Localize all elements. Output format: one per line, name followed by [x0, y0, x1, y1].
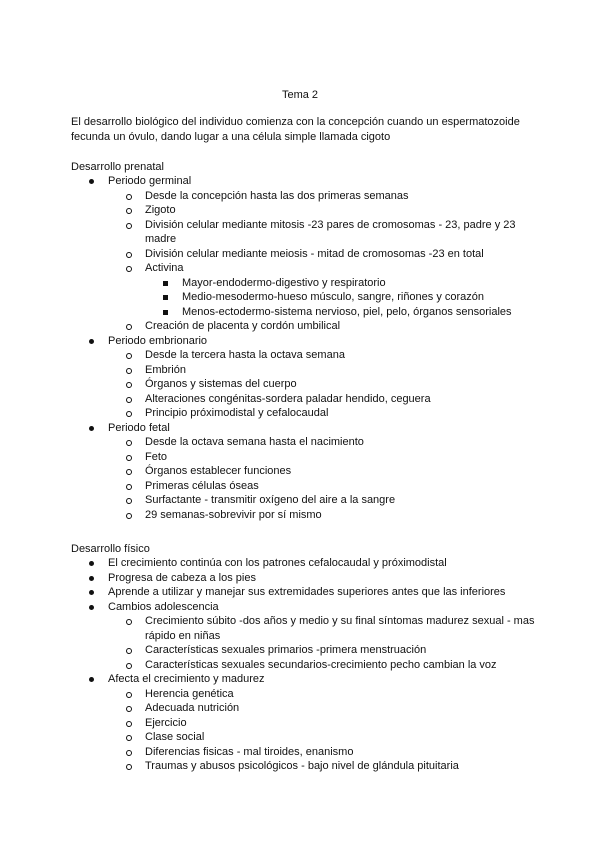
- list-item: Activina Mayor-endodermo-digestivo y respiratorio Medio-mesodermo-hueso músculo, sangre, riñones y corazón Menos-ectodermo-sistema nervioso, piel, pelo, órganos sensoriales: [108, 261, 541, 319]
- bullet-circle-icon: [126, 319, 132, 335]
- prenatal-list: [71, 174, 541, 522]
- list-item: Características sexuales primarios -primera menstruación: [108, 643, 541, 658]
- list-item: Medio-mesodermo-hueso músculo, sangre, riñones y corazón: [145, 290, 541, 305]
- list-item: Periodo embrionario Desde la tercera hasta la octava semana Embrión Órganos y sistemas del cuerpo Alteraciones congénitas-sordera paladar hendido, ceguera Principio próximodistal y cefalocaudal: [71, 334, 541, 421]
- list-item: Desde la octava semana hasta el nacimiento: [108, 435, 541, 450]
- bullet-disc-icon: [89, 672, 94, 687]
- list-item: Órganos y sistemas del cuerpo: [108, 377, 541, 392]
- list-item: Zigoto: [108, 203, 541, 218]
- section-title-prenatal: Desarrollo prenatal: [71, 161, 164, 173]
- bullet-circle-icon: [126, 435, 132, 451]
- list-item: División celular mediante mitosis -23 pares de cromosomas - 23, padre y 23 madre: [108, 218, 541, 247]
- bullet-circle-icon: [126, 479, 132, 495]
- list-item: Mayor-endodermo-digestivo y respiratorio: [145, 276, 541, 291]
- fisico-list: [71, 556, 541, 774]
- bullet-circle-icon: [126, 701, 132, 717]
- bullet-circle-icon: [126, 261, 132, 277]
- bullet-circle-icon: [126, 687, 132, 703]
- bullet-disc-icon: [89, 421, 94, 436]
- list-item: Cambios adolescencia Crecimiento súbito -dos años y medio y su final síntomas madurez sexual - mas rápido en niñas Características sexuales primarios -primera menstruación Características sexuales secundarios-crecimiento pecho cambian la voz: [71, 600, 541, 673]
- list-item: Desde la concepción hasta las dos primeras semanas: [108, 189, 541, 204]
- list-item: Ejercicio: [108, 716, 541, 731]
- list-item: Aprende a utilizar y manejar sus extremidades superiores antes que las inferiores: [71, 585, 541, 600]
- list-item: Adecuada nutrición: [108, 701, 541, 716]
- list-item: Características sexuales secundarios-crecimiento pecho cambian la voz: [108, 658, 541, 673]
- page-title: Tema 2: [281, 89, 319, 101]
- bullet-circle-icon: [126, 745, 132, 761]
- bullet-disc-icon: [89, 556, 94, 571]
- bullet-disc-icon: [89, 585, 94, 600]
- list-item: Surfactante - transmitir oxígeno del aire a la sangre: [108, 493, 541, 508]
- list-item: Embrión: [108, 363, 541, 378]
- list-item: Periodo fetal Desde la octava semana hasta el nacimiento Feto Órganos establecer funciones Primeras células óseas Surfactante - transmitir oxígeno del aire a la sangre 29 semanas-sobrevivir por sí mismo: [71, 421, 541, 523]
- bullet-circle-icon: [126, 363, 132, 379]
- bullet-circle-icon: [126, 348, 132, 364]
- list-item: Traumas y abusos psicológicos - bajo nivel de glándula pituitaria: [108, 759, 541, 774]
- bullet-circle-icon: [126, 716, 132, 732]
- list-item: Desde la tercera hasta la octava semana: [108, 348, 541, 363]
- bullet-circle-icon: [126, 759, 132, 775]
- bullet-disc-icon: [89, 334, 94, 349]
- bullet-circle-icon: [126, 203, 132, 219]
- intro-paragraph: El desarrollo biológico del individuo comienza con la concepción cuando un espermatozoide fecunda un óvulo, dando lugar a una célula simple llamada cigoto: [71, 116, 520, 143]
- list-item: Crecimiento súbito -dos años y medio y su final síntomas madurez sexual - mas rápido en niñas: [108, 614, 541, 643]
- bullet-circle-icon: [126, 189, 132, 205]
- bullet-square-icon: [163, 276, 168, 291]
- list-item: El crecimiento continúa con los patrones cefalocaudal y próximodistal: [71, 556, 541, 571]
- bullet-circle-icon: [126, 464, 132, 480]
- bullet-circle-icon: [126, 493, 132, 509]
- bullet-circle-icon: [126, 377, 132, 393]
- bullet-disc-icon: [89, 571, 94, 586]
- list-item: Creación de placenta y cordón umbilical: [108, 319, 541, 334]
- list-item: División celular mediante meiosis - mitad de cromosomas -23 en total: [108, 247, 541, 262]
- list-item: Primeras células óseas: [108, 479, 541, 494]
- bullet-square-icon: [163, 290, 168, 305]
- list-item: Diferencias fisicas - mal tiroides, enanismo: [108, 745, 541, 760]
- bullet-square-icon: [163, 305, 168, 320]
- list-item: Menos-ectodermo-sistema nervioso, piel, pelo, órganos sensoriales: [145, 305, 541, 320]
- section-title-fisico: Desarrollo físico: [71, 543, 150, 555]
- list-item: Órganos establecer funciones: [108, 464, 541, 479]
- bullet-circle-icon: [126, 730, 132, 746]
- list-item: Herencia genética: [108, 687, 541, 702]
- list-item: Alteraciones congénitas-sordera paladar hendido, ceguera: [108, 392, 541, 407]
- list-item: Afecta el crecimiento y madurez Herencia genética Adecuada nutrición Ejercicio Clase social Diferencias fisicas - mal tiroides, enanismo Traumas y abusos psicológicos - bajo nivel de glándula pituitaria: [71, 672, 541, 774]
- bullet-circle-icon: [126, 247, 132, 263]
- bullet-circle-icon: [126, 508, 132, 524]
- bullet-circle-icon: [126, 658, 132, 674]
- bullet-circle-icon: [126, 392, 132, 408]
- bullet-disc-icon: [89, 600, 94, 615]
- list-item: Progresa de cabeza a los pies: [71, 571, 541, 586]
- bullet-circle-icon: [126, 406, 132, 422]
- list-item: Principio próximodistal y cefalocaudal: [108, 406, 541, 421]
- bullet-circle-icon: [126, 218, 132, 234]
- bullet-circle-icon: [126, 614, 132, 630]
- bullet-circle-icon: [126, 450, 132, 466]
- list-item: 29 semanas-sobrevivir por sí mismo: [108, 508, 541, 523]
- bullet-disc-icon: [89, 174, 94, 189]
- list-item: Clase social: [108, 730, 541, 745]
- list-item: Periodo germinal Desde la concepción hasta las dos primeras semanas Zigoto División celular mediante mitosis -23 pares de cromosomas - 23, padre y 23 madre División celular mediante meiosis - mitad de cromosomas -23 en total Activina Mayor-endodermo-digestivo y respiratorio Medio-mesodermo-hueso músculo, sangre, riñones y corazón Menos-ectodermo-sistema nervioso, piel, pelo, órganos sensoriales Creación de placenta y cordón umbilical: [71, 174, 541, 334]
- bullet-circle-icon: [126, 643, 132, 659]
- list-item: Feto: [108, 450, 541, 465]
